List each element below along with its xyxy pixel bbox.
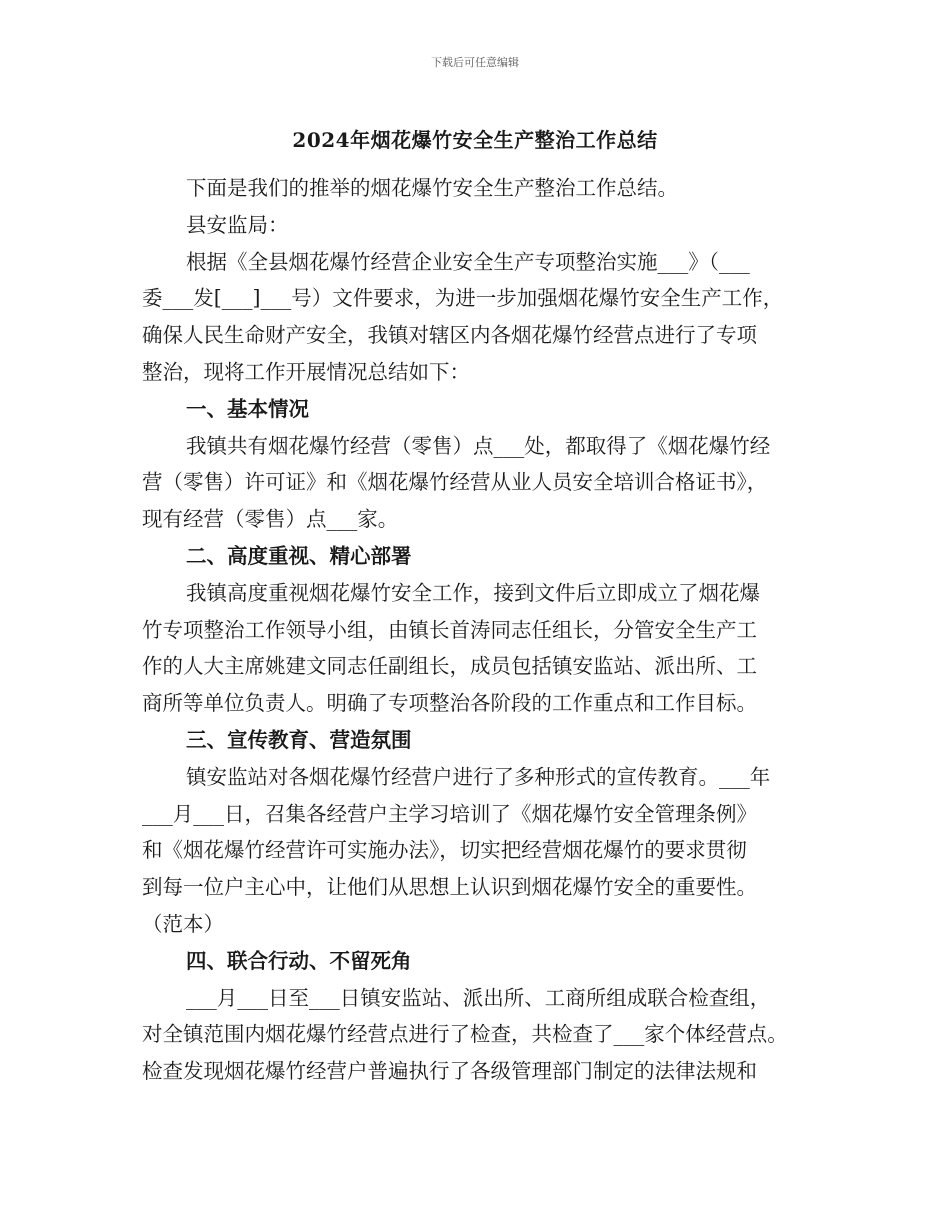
body-line: 根据《全县烟花爆竹经营企业安全生产专项整治实施___》（___ [186,249,750,274]
body-line: 我镇高度重视烟花爆竹安全工作，接到文件后立即成立了烟花爆 [186,580,760,605]
body-line: 县安监局： [186,212,289,237]
document-body [142,170,814,1090]
body-line: 整治，现将工作开展情况总结如下： [142,359,470,384]
body-line: 我镇共有烟花爆竹经营（零售）点___处，都取得了《烟花爆竹经 [186,433,771,458]
section-heading: 三、宣传教育、营造氛围 [186,727,412,752]
body-line: 确保人民生命财产安全，我镇对辖区内各烟花爆竹经营点进行了专项 [142,323,757,348]
body-line: 和《烟花爆竹经营许可实施办法》，切实把经营烟花爆竹的要求贯彻 [142,838,747,863]
body-line: ___月___日，召集各经营户主学习培训了《烟花爆竹安全管理条例》 [142,801,757,826]
body-line: 委___发[___]___号）文件要求，为进一步加强烟花爆竹安全生产工作， [142,286,784,311]
body-line: 作的人大主席姚建文同志任副组长，成员包括镇安监站、派出所、工 [142,654,757,679]
body-line: 商所等单位负责人。明确了专项整治各阶段的工作重点和工作目标。 [142,691,757,716]
section-heading: 四、联合行动、不留死角 [186,948,412,973]
body-line: 检查发现烟花爆竹经营户普遍执行了各级管理部门制定的法律法规和 [142,1059,757,1084]
body-line: 到每一位户主心中，让他们从思想上认识到烟花爆竹安全的重要性。 [142,875,757,900]
body-line: 镇安监站对各烟花爆竹经营户进行了多种形式的宣传教育。___年 [186,764,771,789]
header-note: 下载后可任意编辑 [431,56,519,69]
body-line: 对全镇范围内烟花爆竹经营点进行了检查，共检查了___家个体经营点。 [142,1022,788,1047]
body-line: 营（零售）许可证》和《烟花爆竹经营从业人员安全培训合格证书》， [142,470,768,495]
document-title: 2024年烟花爆竹安全生产整治工作总结 [292,128,658,152]
section-heading: 二、高度重视、精心部署 [186,543,412,568]
section-heading: 一、基本情况 [186,396,309,421]
body-line: 竹专项整治工作领导小组，由镇长首涛同志任组长，分管安全生产工 [142,617,757,642]
body-line: 现有经营（零售）点___家。 [142,507,399,532]
body-line: （范本） [142,911,224,936]
body-line: 下面是我们的推举的烟花爆竹安全生产整治工作总结。 [186,176,678,200]
body-line: ___月___日至___日镇安监站、派出所、工商所组成联合检查组， [186,985,771,1010]
